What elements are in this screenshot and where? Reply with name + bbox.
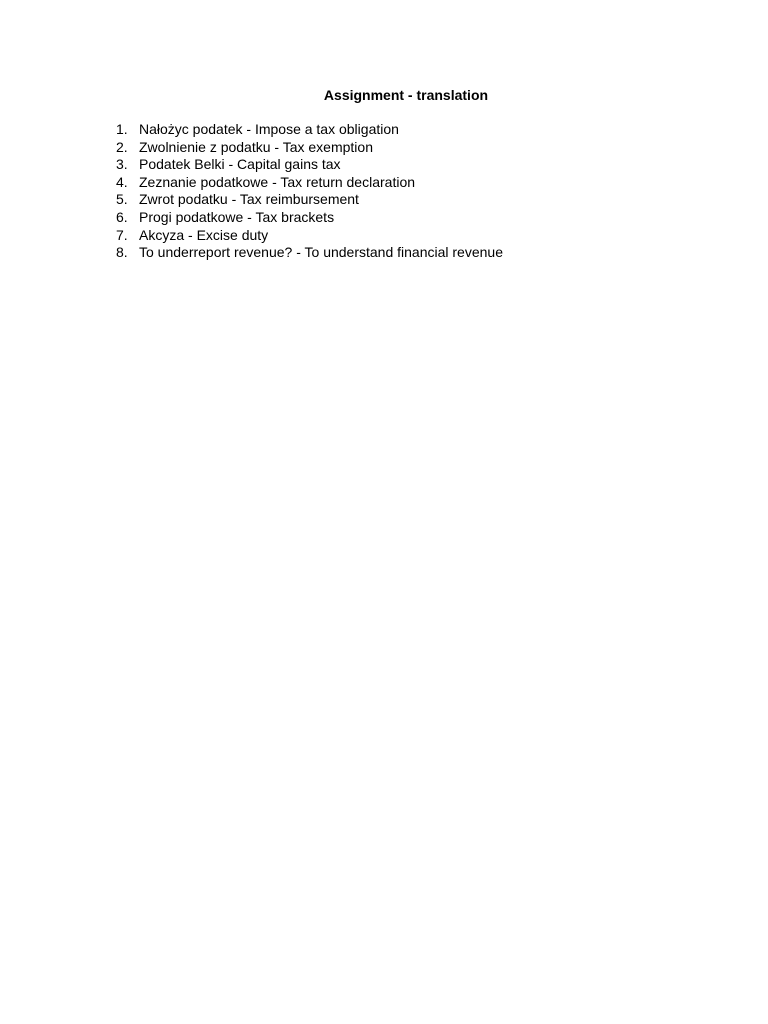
document-title: Assignment - translation [323,87,489,103]
list-item [111,174,503,192]
list-item [111,156,503,174]
list-item-text: Zwrot podatku - Tax reimbursement [139,191,359,208]
list-item-text: Zeznanie podatkowe - Tax return declaration [139,173,416,190]
list-item [111,139,503,157]
list-item-number: 8. [116,244,128,261]
list-item [111,244,503,262]
list-item [111,121,503,139]
list-item-text: Nałożyc podatek - Impose a tax obligation [139,121,399,137]
list-item-number: 4. [116,173,128,190]
list-item [111,227,503,245]
list-item-text: Zwolnienie z podatku - Tax exemption [139,138,373,155]
list-item-number: 2. [116,138,128,155]
list-item-number: 3. [116,156,128,173]
list-item [111,209,503,227]
list-item-text: To underreport revenue? - To understand financial revenue [139,244,503,261]
translation-list [111,121,503,262]
list-item-number: 6. [116,208,128,225]
list-item-number: 7. [116,226,128,243]
list-item-text: Podatek Belki - Capital gains tax [139,156,341,173]
list-item-number: 1. [116,121,128,137]
list-item-text: Progi podatkowe - Tax brackets [139,208,335,225]
list-item [111,191,503,209]
list-item-number: 5. [116,191,128,208]
list-item-text: Akcyza - Excise duty [139,226,269,243]
